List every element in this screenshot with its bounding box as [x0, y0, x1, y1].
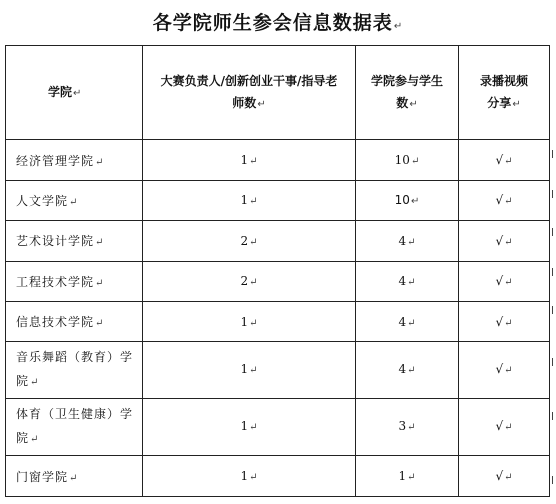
cell-college: 经济管理学院↵ — [6, 140, 143, 180]
cell-students: 10↵ — [356, 180, 459, 220]
header-leaders: 大赛负责人/创新创业干事/指导老师数↵ — [143, 46, 356, 140]
paragraph-mark-icon: ↵ — [393, 21, 404, 32]
row-end-marker — [552, 268, 556, 276]
table-row — [6, 140, 550, 180]
cell-leaders: 2↵ — [143, 261, 356, 301]
check-icon: √ — [495, 274, 504, 289]
check-icon: √ — [495, 233, 504, 248]
cell-leaders: 1↵ — [143, 140, 356, 180]
check-icon: √ — [495, 362, 504, 377]
header-college: 学院↵ — [6, 46, 143, 140]
cell-students: 1↵ — [356, 456, 459, 497]
check-icon: √ — [495, 193, 504, 208]
row-end-marker — [552, 150, 556, 158]
cell-leaders: 1↵ — [143, 456, 356, 497]
header-row — [6, 46, 550, 140]
cell-leaders: 1↵ — [143, 302, 356, 342]
table-row — [6, 261, 550, 301]
row-end-marker — [552, 190, 556, 198]
table-row — [6, 180, 550, 220]
cell-leaders: 1↵ — [143, 399, 356, 456]
cell-video: √↵ — [459, 302, 550, 342]
row-end-marker — [552, 476, 556, 484]
title-text: 各学院师生参会信息数据表 — [152, 12, 393, 34]
cell-leaders: 1↵ — [143, 342, 356, 399]
cell-leaders: 1↵ — [143, 180, 356, 220]
cell-students: 4↵ — [356, 261, 459, 301]
page-title — [0, 8, 556, 35]
cell-college: 音乐舞蹈（教育）学院↵ — [6, 342, 143, 399]
header-students: 学院参与学生数↵ — [356, 46, 459, 140]
cell-students: 10↵ — [356, 140, 459, 180]
cell-students: 4↵ — [356, 221, 459, 261]
cell-college: 门窗学院↵ — [6, 456, 143, 497]
cell-video: √↵ — [459, 140, 550, 180]
cell-video: √↵ — [459, 180, 550, 220]
table-row — [6, 399, 550, 456]
cell-video: √↵ — [459, 399, 550, 456]
cell-video: √↵ — [459, 261, 550, 301]
table-row — [6, 456, 550, 497]
check-icon: √ — [495, 153, 504, 168]
table-row — [6, 302, 550, 342]
cell-video: √↵ — [459, 221, 550, 261]
cell-college: 艺术设计学院↵ — [6, 221, 143, 261]
cell-students: 4↵ — [356, 302, 459, 342]
table-row — [6, 221, 550, 261]
row-end-marker — [552, 358, 556, 366]
cell-college: 人文学院↵ — [6, 180, 143, 220]
check-icon: √ — [495, 469, 504, 484]
cell-video: √↵ — [459, 456, 550, 497]
row-end-marker — [552, 306, 556, 314]
data-table — [5, 45, 550, 497]
cell-leaders: 2↵ — [143, 221, 356, 261]
cell-students: 3↵ — [356, 399, 459, 456]
header-video: 录播视频分享↵ — [459, 46, 550, 140]
check-icon: √ — [495, 314, 504, 329]
cell-video: √↵ — [459, 342, 550, 399]
check-icon: √ — [495, 419, 504, 434]
cell-college: 信息技术学院↵ — [6, 302, 143, 342]
cell-students: 4↵ — [356, 342, 459, 399]
row-end-marker — [552, 228, 556, 236]
row-end-marker — [552, 412, 556, 420]
cell-college: 工程技术学院↵ — [6, 261, 143, 301]
table-row — [6, 342, 550, 399]
cell-college: 体育（卫生健康）学院↵ — [6, 399, 143, 456]
